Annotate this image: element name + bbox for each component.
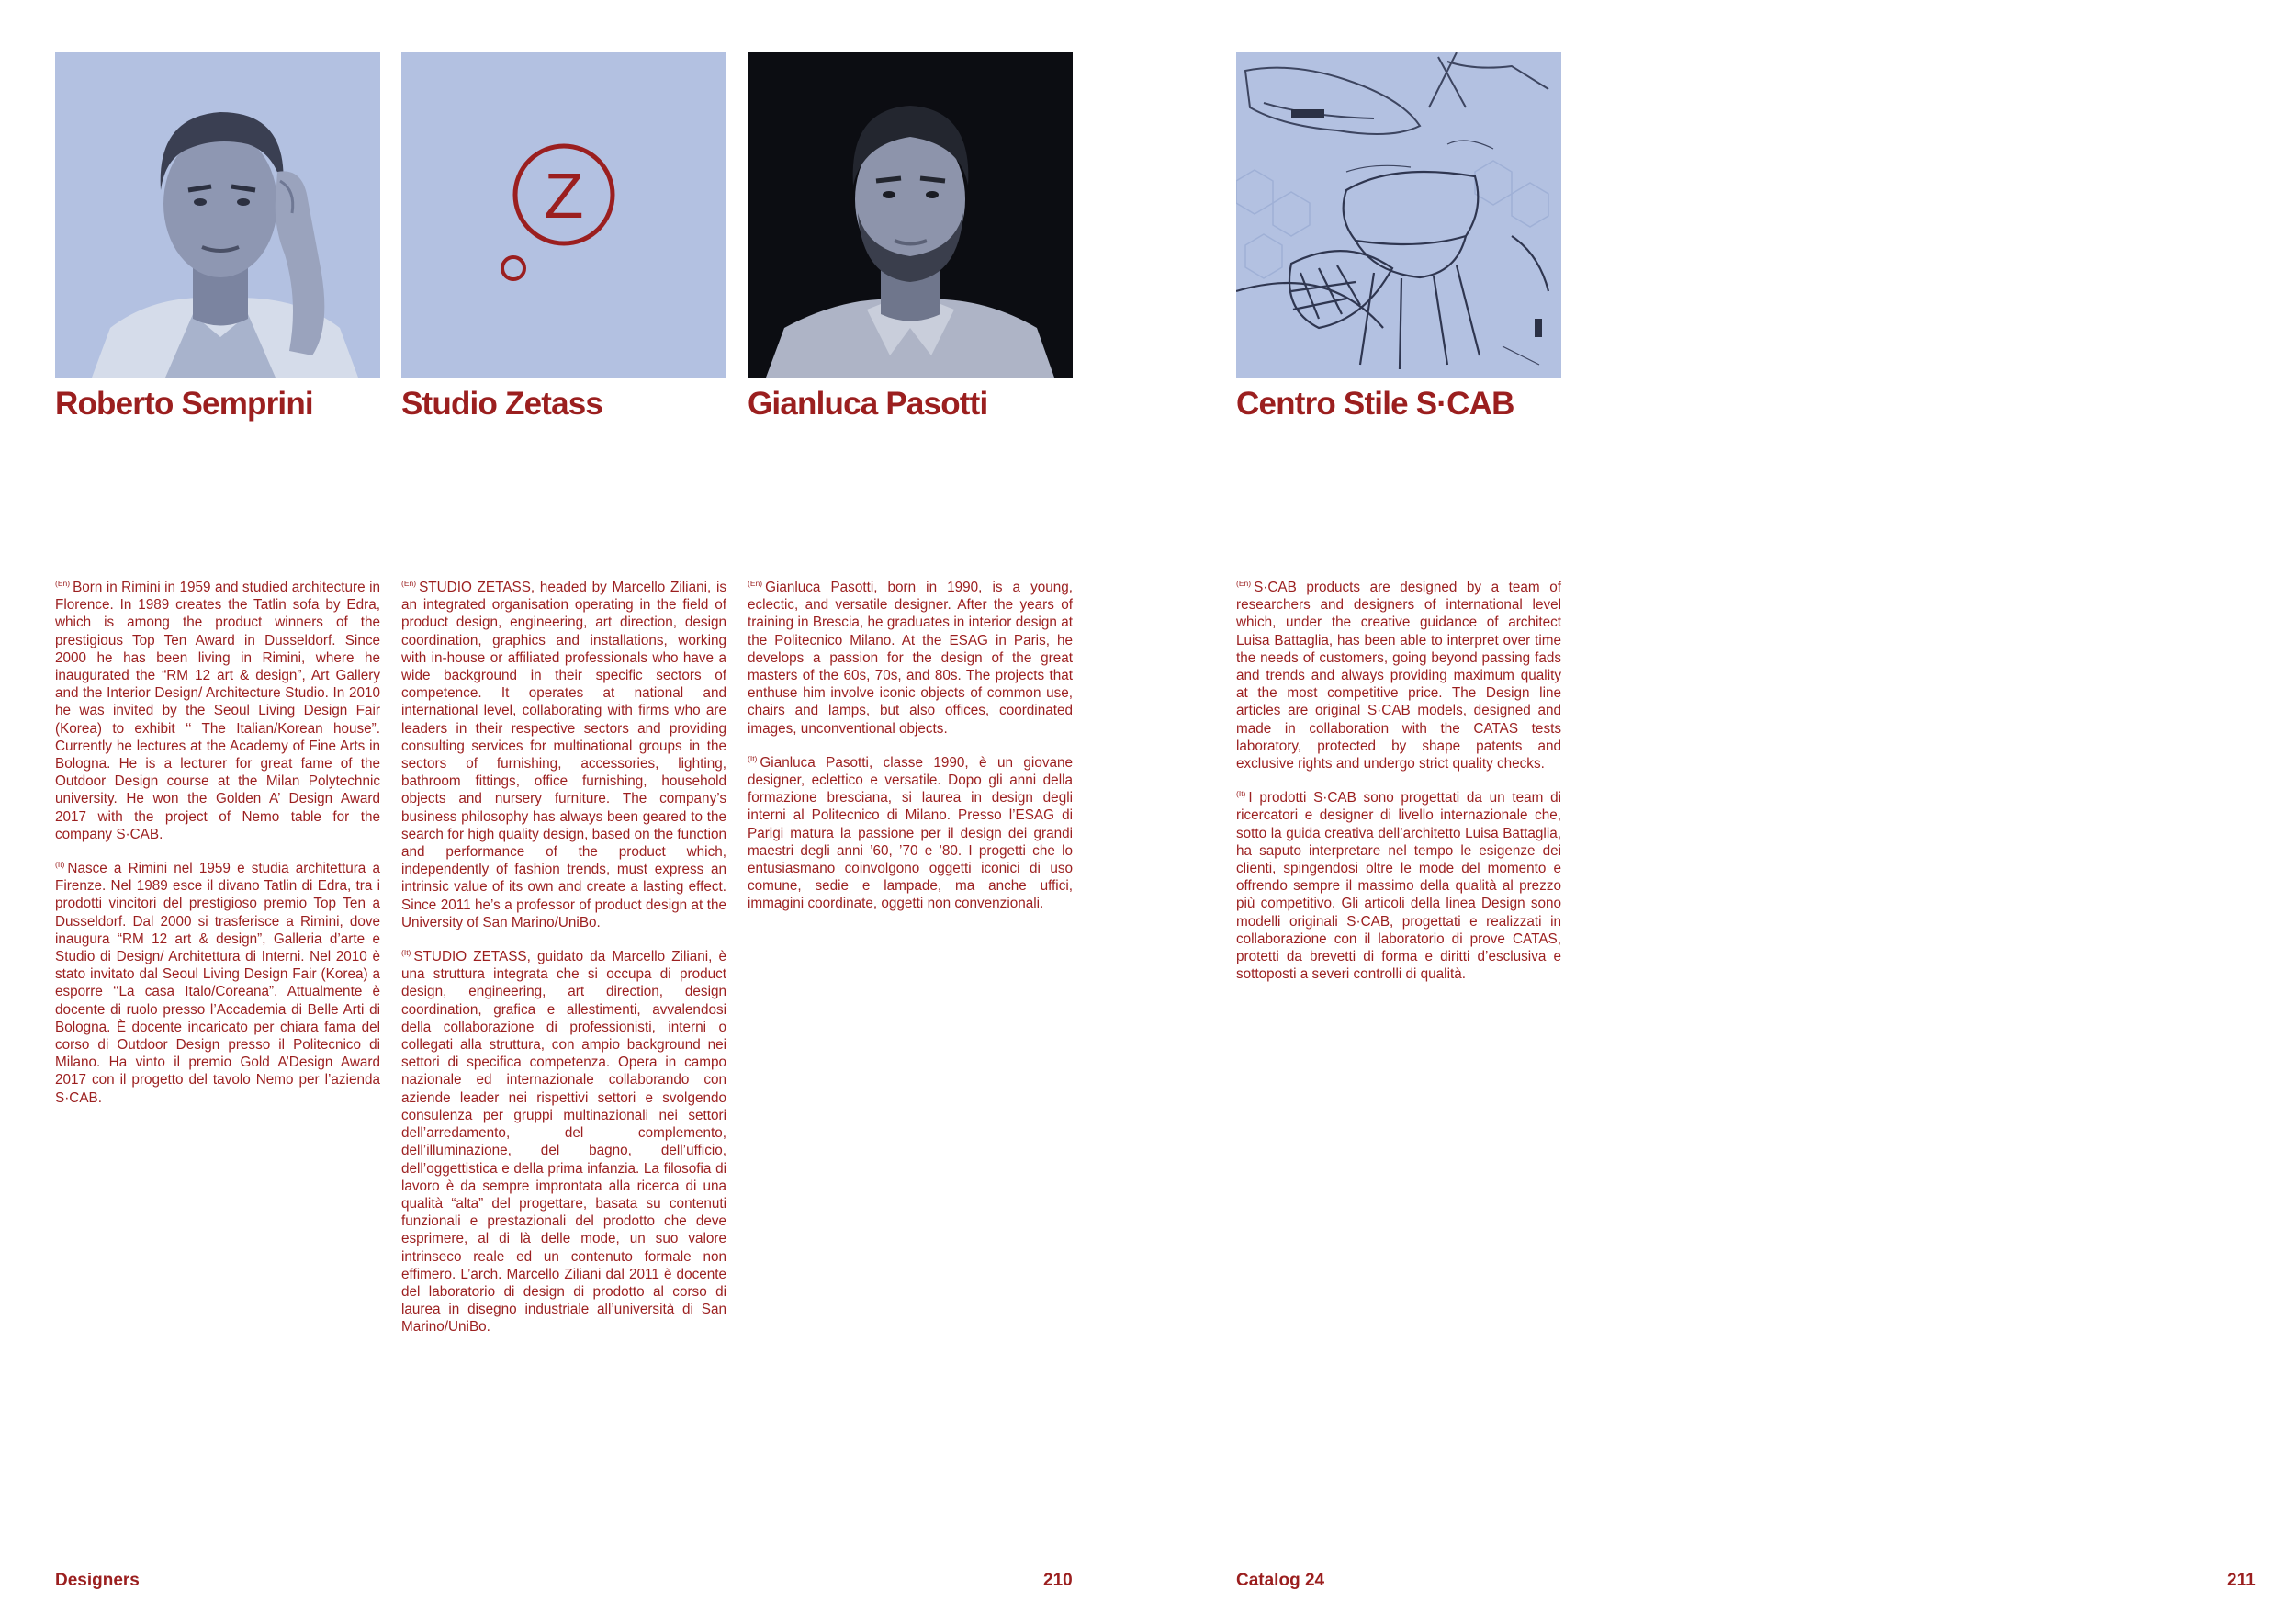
bio-italian — [55, 860, 380, 1107]
designer-name-studio-zetass: Studio Zetass — [401, 386, 603, 422]
logo-letter-z: Z — [544, 160, 584, 231]
language-tag-it: (It) — [55, 859, 65, 869]
portrait-gianluca-pasotti — [748, 52, 1073, 378]
language-tag-it: (It) — [1236, 789, 1246, 799]
bio-text-en: Gianluca Pasotti, born in 1990, is a young, eclectic, and versatile designer. After the years of training in Brescia, he graduates in interior design at the Politecnico Milano. At the ESAG in Paris, he develops a passion for the design of the great masters of the 60s, 70s, and 80s. The projects that enthuse him involve iconic objects of common use, chairs and lamps, but also offices, coordinated images, unconventional objects. — [748, 580, 1073, 737]
bio-studio-zetass — [401, 579, 726, 1353]
bio-gianluca-pasotti — [748, 579, 1073, 930]
language-tag-en: (En) — [55, 578, 71, 588]
designer-name-gianluca-pasotti: Gianluca Pasotti — [748, 386, 988, 422]
bio-text-it: STUDIO ZETASS, guidato da Marcello Ziliani, è una struttura integrata che si occupa di product design, engineering, art direction, design coordination, grafica e allestimenti, avvalendosi della collaborazione di professionisti, interni o collegati alla struttura, con ampio background nei settori di specifica competenza. Opera in campo nazionale ed internazionale collaborando con aziende leader nei rispettivi settori e svolgendo consulenza per gruppi multinazionali nei settori dell’arredamento, del complemento, dell’illuminazione, del bagno, dell’ufficio, dell’oggettistica e della prima infanzia. La filosofia di lavoro è da sempre improntata alla ricerca di una qualità “alta” del progettare, basata su contenuti funzionali e prestazionali del prodotto che deve esprimere, al di là delle mode, un suo valore intrinseco reale ed un contenuto formale non effimero. L’arch. Marcello Ziliani dal 2011 è docente del laboratorio di design di prodotto al corso di laurea in disegno industriale all’università di San Marino/UniBo. — [401, 949, 726, 1336]
bio-italian — [1236, 789, 1561, 983]
bio-text-it: Gianluca Pasotti, classe 1990, è un giovane designer, eclettico e versatile. Dopo gli anni della formazione bresciana, si laurea in design degli interni al Politecnico di Milano. Presso l’ESAG di Parigi matura la passione per il design dei grandi maestri degli anni ’60, ’70 e ’80. I progetti che lo entusiasmano coinvolgono oggetti iconici di uso comune, sedie e lampade, ma anche uffici, immagini coordinate, oggetti non convenzionali. — [748, 754, 1073, 912]
language-tag-it: (It) — [748, 753, 758, 763]
bio-centro-stile-scab — [1236, 579, 1561, 999]
bio-english — [748, 579, 1073, 738]
language-tag-en: (En) — [1236, 578, 1252, 588]
bio-english — [55, 579, 380, 843]
bio-text-it: I prodotti S·CAB sono progettati da un team di ricercatori e designer di livello internazionale che, sotto la guida creativa dell’architetto Luisa Battaglia, ha saputo interpretare nel tempo le esigenze dei clienti, spingendosi oltre le mode del momento e offrendo sempre il massimo della qualità al prezzo più competitivo. Gli articoli della linea Design sono modelli originali S·CAB, progettati e realizzati in collaborazione con il laboratorio di prove CATAS, protetti da brevetti di forma e diritti d’esclusiva e sottoposti a severi controlli di qualità. — [1236, 790, 1561, 983]
page-number-left: 210 — [1043, 1571, 1073, 1590]
bio-text-it: Nasce a Rimini nel 1959 e studia architettura a Firenze. Nel 1989 esce il divano Tatlin di Edra, tra i prodotti vincitori del prestigioso premio Top Ten a Dusseldorf. Dal 2000 si trasferisce a Rimini, dove inaugura “RM 12 art & design”, Galleria d’arte e Studio di Design/ Architettura di Interni. Nel 2010 è stato invitato dal Seoul Living Design Fair (Korea) a esporre ‘‘La casa Italo/Coreana”. Attualmente è docente di ruolo presso l’Accademia di Belle Arti di Bologna. È docente incaricato per chiara fama del corso di Outdoor Design presso il Politecnico di Milano. Ha vinto il premio Gold A’Design Award 2017 con il progetto del tavolo Nemo per l’azienda S·CAB. — [55, 861, 380, 1106]
bio-roberto-semprini — [55, 579, 380, 1123]
page-number-right: 211 — [2227, 1571, 2256, 1590]
language-tag-en: (En) — [401, 578, 417, 588]
designer-name-roberto-semprini: Roberto Semprini — [55, 386, 313, 422]
bio-text-en: Born in Rimini in 1959 and studied architecture in Florence. In 1989 creates the Tatlin sofa by Edra, which is among the product winners of the prestigious Top Ten Award in Dusseldorf. Since 2000 he has been living in Rimini, where he inaugurated the “RM 12 art & design”, Art Gallery and the Interior Design/ Architecture Studio. In 2010 he was invited by the Seoul Living Design Fair (Korea) to exhibit ‘‘ The Italian/Korean house”. Currently he lectures at the Academy of Fine Arts in Bologna. He is a lecturer for great fame of the Outdoor Design course at the Milan Polytechnic university. He won the Golden A’ Design Award 2017 with the project of Nemo table for the company S·CAB. — [55, 580, 380, 842]
language-tag-it: (It) — [401, 947, 411, 957]
footer-section-right: Catalog 24 — [1236, 1571, 1325, 1590]
bio-text-en: STUDIO ZETASS, headed by Marcello Ziliani, is an integrated organisation operating in the field of product design, engineering, art direction, design coordination, graphics and installations, working with in-house or affiliated professionals who have a wide background in their specific sectors of competence. It operates at national and international level, collaborating with firms who are leaders in their respective sectors and providing consulting services for multinational groups in the sectors of furnishing, accessories, lighting, bathroom fittings, office furnishing, household objects and nursery furniture. The company’s business philosophy has always been geared to the search for high quality design, based on the function and performance of the product which, independently of fashion trends, must express an intrinsic value of its own and create a lasting effect. Since 2011 he’s a professor of product design at the University of San Marino/UniBo. — [401, 580, 726, 930]
portrait-roberto-semprini — [55, 52, 380, 378]
bio-text-en: S·CAB products are designed by a team of researchers and designers of international level which, under the creative guidance of architect Luisa Battaglia, has been able to interpret over time the needs of customers, going beyond passing fads and trends and always providing maximum quality at the most competitive price. The Design line articles are original S·CAB models, designed and made in collaboration with the CATAS tests laboratory, protected by shape patents and exclusive rights and undergo strict quality checks. — [1236, 580, 1561, 773]
bio-italian — [401, 948, 726, 1336]
bio-english — [1236, 579, 1561, 773]
language-tag-en: (En) — [748, 578, 763, 588]
designer-name-centro-stile-scab: Centro Stile S·CAB — [1236, 386, 1514, 422]
bio-english — [401, 579, 726, 931]
footer-section-left: Designers — [55, 1571, 140, 1590]
sketch-centro-stile-scab — [1236, 52, 1561, 378]
bio-italian — [748, 754, 1073, 913]
logo-studio-zetass — [401, 52, 726, 378]
